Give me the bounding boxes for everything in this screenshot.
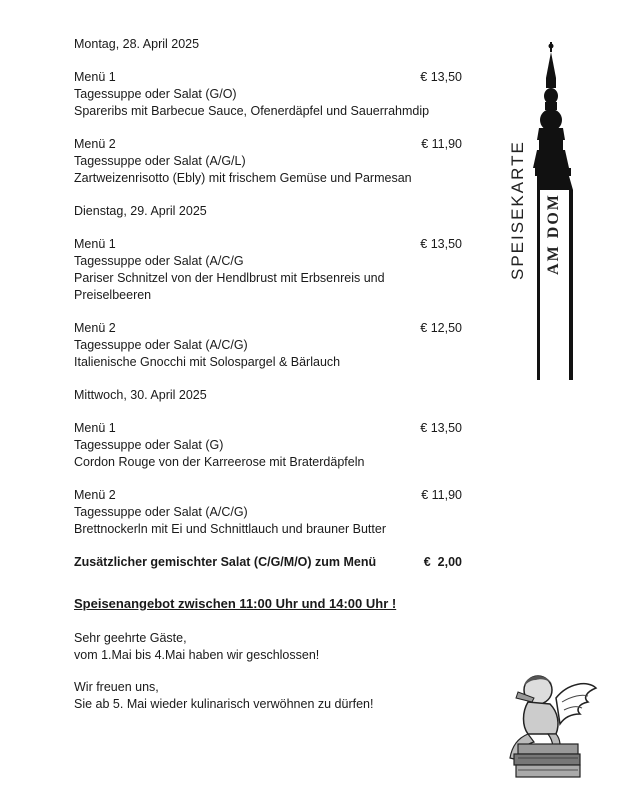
menu-item — [74, 420, 474, 471]
menu-name: Menü 2 — [74, 137, 116, 151]
menu-name: Menü 2 — [74, 488, 116, 502]
menu-price: € 12,50 — [420, 321, 462, 335]
menu-price: € 11,90 — [421, 488, 462, 502]
menu-price: € 13,50 — [420, 70, 462, 84]
menu-item — [74, 69, 474, 120]
menu-dish: Cordon Rouge von der Karreerose mit Braterdäpfeln — [74, 455, 365, 469]
menu-name: Menü 2 — [74, 321, 116, 335]
menu-price: € 13,50 — [420, 237, 462, 251]
day-title: Montag, 28. April 2025 — [74, 37, 200, 51]
extra-label: Zusätzlicher gemischter Salat (C/G/M/O) zum Menü — [74, 555, 377, 569]
side-branding — [503, 40, 593, 380]
day-wednesday — [74, 387, 474, 538]
menu-dish: Zartweizenrisotto (Ebly) mit frischem Gemüse und Parmesan — [74, 171, 412, 185]
menu-dish: Italienische Gnocchi mit Solospargel & Bärlauch — [74, 355, 341, 369]
menu-item — [74, 236, 474, 304]
menu-dish: Brettnockerln mit Ei und Schnittlauch und brauner Butter — [74, 522, 386, 536]
menu-name: Menü 1 — [74, 237, 116, 251]
menu-dish: Pariser Schnitzel von der Hendlbrust mit Erbsenreis und Preiselbeeren — [74, 271, 385, 302]
extra-salad — [74, 554, 462, 571]
day-tuesday — [74, 203, 474, 371]
menu-name: Menü 1 — [74, 70, 116, 84]
notice-line: Wir freuen uns, — [74, 680, 159, 694]
menu-dish: Spareribs mit Barbecue Sauce, Ofenerdäpfel und Sauerrahmdip — [74, 104, 430, 118]
cherub-illustration — [488, 668, 598, 783]
notice-line: Sehr geehrte Gäste, — [74, 631, 187, 645]
menu-item — [74, 136, 474, 187]
notice-line: vom 1.Mai bis 4.Mai haben wir geschlossen! — [74, 648, 320, 662]
day-title: Dienstag, 29. April 2025 — [74, 204, 207, 218]
notice-line: Sie ab 5. Mai wieder kulinarisch verwöhnen zu dürfen! — [74, 697, 374, 711]
menu-content — [74, 36, 474, 728]
am-dom-subtitle: AM DOM — [545, 193, 562, 275]
speisekarte-title: SPEISEKARTE — [508, 140, 527, 280]
extra-price: € 2,00 — [423, 555, 462, 569]
day-monday — [74, 36, 474, 187]
menu-name: Menü 1 — [74, 421, 116, 435]
menu-price: € 13,50 — [420, 421, 462, 435]
menu-soup: Tagessuppe oder Salat (A/G/L) — [74, 154, 246, 168]
menu-soup: Tagessuppe oder Salat (A/C/G) — [74, 505, 248, 519]
menu-soup: Tagessuppe oder Salat (G/O) — [74, 87, 237, 101]
menu-soup: Tagessuppe oder Salat (G) — [74, 438, 224, 452]
menu-soup: Tagessuppe oder Salat (A/C/G) — [74, 338, 248, 352]
day-title: Mittwoch, 30. April 2025 — [74, 388, 207, 402]
closure-notice — [74, 630, 474, 713]
menu-item — [74, 320, 474, 371]
menu-price: € 11,90 — [421, 137, 462, 151]
menu-soup: Tagessuppe oder Salat (A/C/G — [74, 254, 244, 268]
menu-item — [74, 487, 474, 538]
offer-hours: Speisenangebot zwischen 11:00 Uhr und 14:00 Uhr ! — [74, 596, 397, 611]
